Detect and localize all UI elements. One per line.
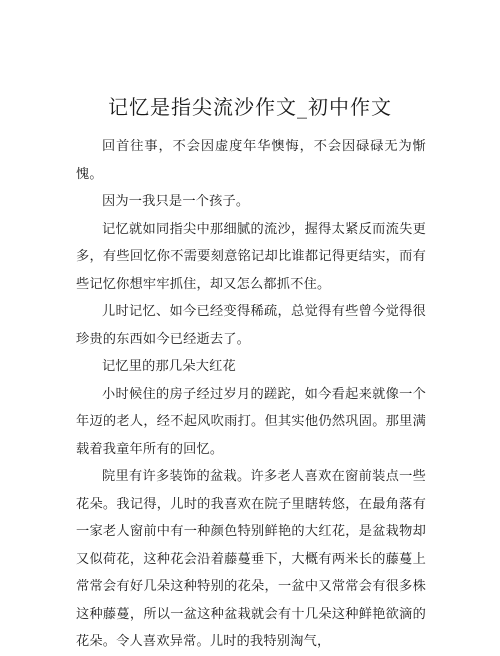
paragraph: 院里有许多装饰的盆栽。许多老人喜欢在窗前装点一些花朵。我记得，儿时的我喜欢在院子里瞎转悠，在最角落有一家老人窗前中有一种颜色特别鲜艳的大红花，是盆栽物却又似荷花，这种花会沿着藤蔓垂下，大概有两米长的藤蔓上常常会有好几朵这种特别的花朵，一盆中又常常会有很多株这种藤蔓，所以一盆这种盆栽就会有十几朵这种鲜艳欲滴的花朵。令人喜欢异常。儿时的我特别淘气， <box>76 469 426 649</box>
document-title: 记忆是指尖流沙作文_初中作文 <box>108 95 392 119</box>
section-heading: 记忆里的那几朵大红花 <box>102 359 236 374</box>
paragraph: 记忆就如同指尖中那细腻的流沙，握得太紧反而流失更多，有些回忆你不需要刻意铭记却比谁都记得更结实，而有些记忆你想牢牢抓住，却又怎么都抓不住。 <box>76 221 426 292</box>
paragraph: 儿时记忆、如今已经变得稀疏，总觉得有些曾今觉得很珍贵的东西如今已经逝去了。 <box>76 304 426 347</box>
paragraph: 回首往事，不会因虚度年华懊悔，不会因碌碌无为惭愧。 <box>76 139 426 182</box>
paragraph: 因为一我只是一个孩子。 <box>102 194 250 209</box>
document-body <box>76 133 426 656</box>
paragraph: 小时候住的房子经过岁月的蹉跎，如今看起来就像一个年迈的老人，经不起风吹雨打。但其实他仍然巩固。那里满载着我童年所有的回忆。 <box>76 386 426 457</box>
